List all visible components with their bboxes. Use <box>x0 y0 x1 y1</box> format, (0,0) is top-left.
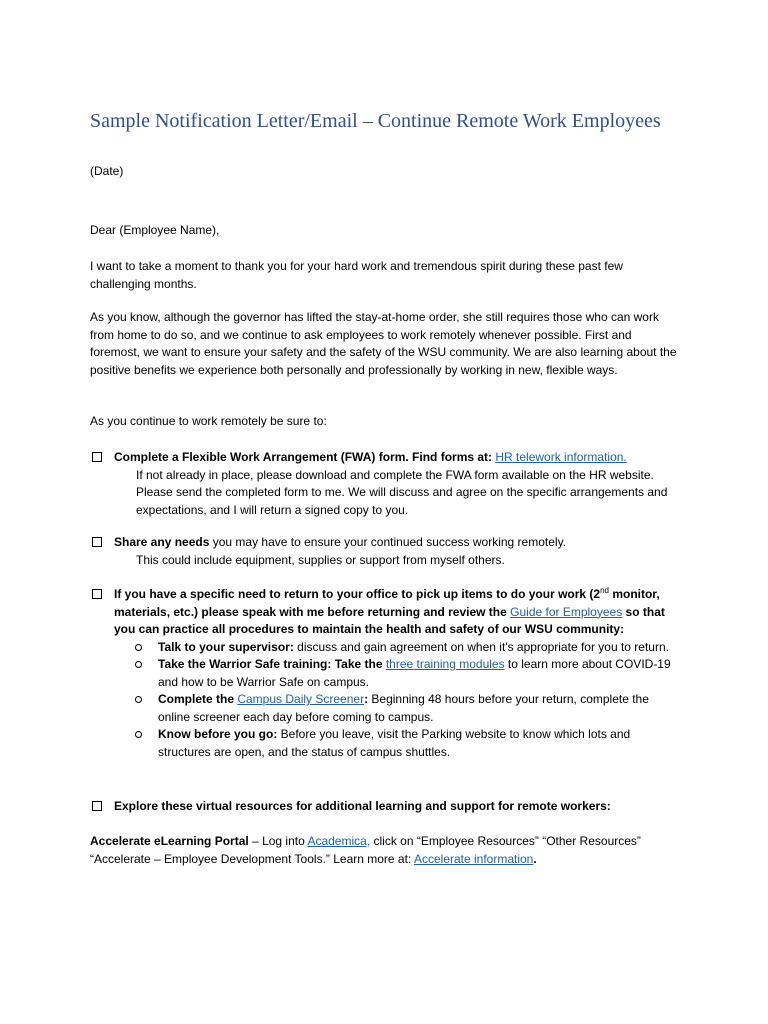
guide-for-employees-link[interactable]: Guide for Employees <box>510 604 623 619</box>
campus-daily-screener-link[interactable]: Campus Daily Screener <box>237 692 365 706</box>
sub-item-bold: Know before you go: <box>158 727 278 741</box>
academica-link[interactable]: Academica, <box>307 834 371 848</box>
sub-item-text: Beginning 48 hours before your return, complete the online screener each day before coming to campus. <box>158 692 649 724</box>
bullet-detail: This could include equipment, supplies or support from myself others. <box>136 552 505 567</box>
circle-bullet-icon <box>135 661 142 668</box>
accelerate-information-link[interactable]: Accelerate information <box>413 851 534 866</box>
sub-item-know-before <box>92 726 678 761</box>
checkbox-square-icon <box>92 801 102 811</box>
accelerate-text: click on “Employee Resources” “Other Resources” “Accelerate – Employee Development Tools.” Learn more at: <box>90 834 641 866</box>
bullet-item-resources <box>92 798 678 816</box>
circle-bullet-icon <box>135 644 142 651</box>
bullet-heading <box>114 449 678 467</box>
checkbox-square-icon <box>92 452 102 462</box>
document-title: Sample Notification Letter/Email – Continue Remote Work Employees <box>90 110 661 132</box>
sub-item-text: Before you leave, visit the Parking website to know which lots and structures are open, and the status of campus shuttles. <box>158 727 631 759</box>
sub-item-supervisor <box>92 639 678 657</box>
sub-list <box>92 639 678 762</box>
bullet-paragraph <box>114 586 678 639</box>
bullet-bold: Complete a Flexible Work Arrangement (FWA) form <box>114 450 406 464</box>
superscript: nd <box>600 586 609 595</box>
bullet-heading <box>114 798 678 816</box>
accelerate-paragraph <box>90 833 690 868</box>
sub-item-screener <box>92 691 678 726</box>
checkbox-square-icon <box>92 589 102 599</box>
context-paragraph: As you know, although the governor has lifted the stay-at-home order, she still requires those who can work from home to do so, and we continue to ask employees to work remotely whenever possible. First and foremost, we want to ensure your safety and the safety of the WSU community. We are also learning about the positive benefits we experience both personally and professionally by working in new, flexible ways. <box>90 310 677 377</box>
hr-telework-link[interactable]: HR telework information. <box>495 450 627 464</box>
training-modules-link[interactable]: three training modules <box>385 657 505 671</box>
sub-item-bold: Talk to your supervisor: <box>158 639 294 654</box>
bullet-bold: Explore these virtual resources for additional learning and support for remote workers: <box>114 799 611 813</box>
circle-bullet-icon <box>135 696 142 703</box>
sub-item-text: discuss and gain agreement on when it's appropriate for you to return. <box>293 639 669 654</box>
circle-bullet-icon <box>135 731 142 738</box>
bullet-text: . Find forms at: <box>405 450 496 464</box>
bullet-item-needs <box>92 534 678 569</box>
bullet-detail: If not already in place, please download and complete the FWA form available on the HR website. Please send the completed form to me. We will discuss and agree on the specific arrangements and expectations, and I will return a signed copy to you. <box>136 467 668 517</box>
bullet-item-fwa <box>92 449 678 519</box>
date-placeholder: (Date) <box>90 164 124 178</box>
accelerate-text: – Log into <box>248 834 308 848</box>
bullet-bold: Share any needs <box>114 535 210 549</box>
bullet-text: so that you can practice all procedures to maintain the health and safety of our WSU community: <box>114 604 665 636</box>
sub-item-bold: : <box>364 692 369 706</box>
lead-in: As you continue to work remotely be sure to: <box>90 414 327 428</box>
bullet-text: you may have to ensure your continued success working remotely. <box>209 535 567 549</box>
sub-item-bold: Complete the <box>158 692 238 706</box>
checkbox-square-icon <box>92 537 102 547</box>
sub-item-training <box>92 656 678 691</box>
sub-item-text: Take the <box>331 657 386 671</box>
bullet-item-return <box>92 586 678 761</box>
bullet-text: monitor, materials, etc.) please speak with me before returning and review the <box>114 587 660 619</box>
accelerate-period: . <box>533 851 537 866</box>
bullet-text: If you have a specific need to return to your office to pick up items to do your work (2 <box>114 587 601 601</box>
greeting: Dear (Employee Name), <box>90 223 220 237</box>
bullet-heading <box>114 534 678 552</box>
accelerate-heading: Accelerate eLearning Portal <box>90 834 249 848</box>
intro-paragraph: I want to take a moment to thank you for your hard work and tremendous spirit during these past few challenging months. <box>90 259 623 291</box>
sub-item-bold: Take the Warrior Safe training: <box>158 657 332 671</box>
sub-item-text: to learn more about COVID-19 and how to be Warrior Safe on campus. <box>158 657 671 689</box>
